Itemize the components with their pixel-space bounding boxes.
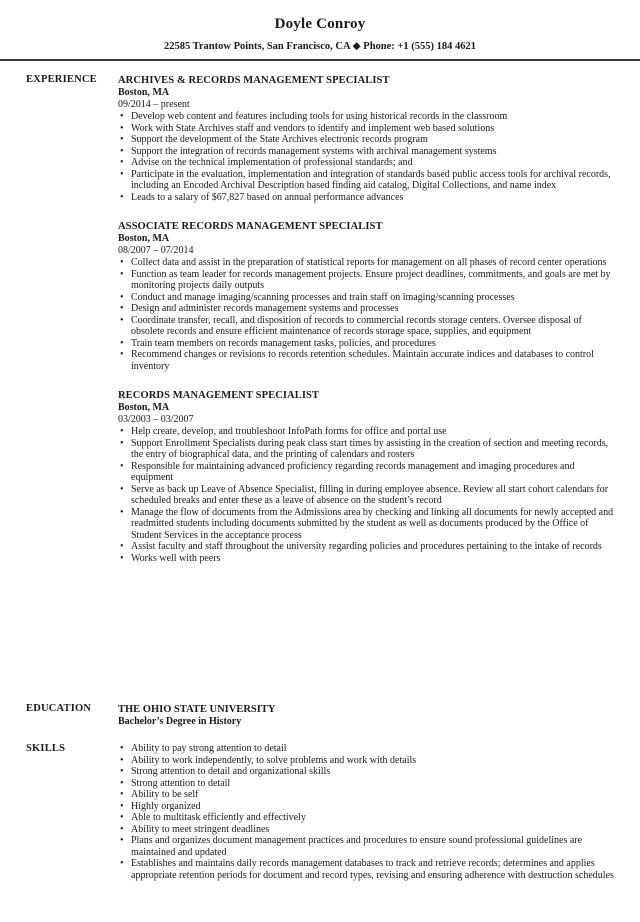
- job-entry: [118, 389, 616, 564]
- job-bullets: [118, 257, 616, 372]
- skill-item: • Strong attention to detail and organizational skills: [118, 766, 616, 778]
- skill-item: • Establishes and maintains daily records management databases to track and retrieve records; determines and applies appropriate retention periods for document and record types, revising and ensuring adherence with destruction schedules: [118, 858, 616, 881]
- school-name: THE OHIO STATE UNIVERSITY: [118, 704, 276, 715]
- job-dates: 09/2014 – present: [118, 99, 190, 110]
- bullet-item: • Participate in the evaluation, implementation and integration of standards based public access tools for archival records, including an Encoded Archival Description based finding aid catalog, Digital Collections, and name index: [118, 169, 616, 192]
- skills-label: SKILLS: [26, 743, 66, 754]
- bullet-item: • Recommend changes or revisions to records retention schedules. Maintain accurate indices and databases to control inventory: [118, 349, 616, 372]
- experience-section: [118, 74, 616, 564]
- bullet-item: • Manage the flow of documents from the Admissions area by checking and linking all documents for newly accepted and readmitted students including documents submitted by the student as well as documents produced by the Office of Student Services in the acceptance process: [118, 507, 616, 542]
- job-title: ASSOCIATE RECORDS MANAGEMENT SPECIALIST: [118, 221, 383, 232]
- job-dates: 03/2003 – 03/2007: [118, 414, 194, 425]
- bullet-item: • Support the integration of records management systems with archival management systems: [118, 146, 616, 158]
- experience-label: EXPERIENCE: [26, 74, 97, 85]
- bullet-item: • Develop web content and features including tools for using historical records in the classroom: [118, 111, 616, 123]
- skill-item: • Ability to pay strong attention to detail: [118, 743, 616, 755]
- bullet-item: • Train team members on records management tasks, policies, and procedures: [118, 338, 616, 350]
- skill-item: • Ability to meet stringent deadlines: [118, 824, 616, 836]
- candidate-name: Doyle Conroy: [274, 16, 366, 32]
- degree: Bachelor’s Degree in History: [118, 716, 242, 727]
- education-label: EDUCATION: [26, 703, 92, 714]
- bullet-item: • Coordinate transfer, recall, and disposition of records to commercial records storage centers. Oversee disposal of obsolete records and ensure efficient maintenance of records storage space, supplies, and equipment: [118, 315, 616, 338]
- bullet-item: • Serve as back up Leave of Absence Specialist, filling in during employee absence. Review all start cohort calendars for scheduled breaks and enter these as a leave of absence on the student’s record: [118, 484, 616, 507]
- job-dates: 08/2007 – 07/2014: [118, 245, 194, 256]
- bullet-item: • Conduct and manage imaging/scanning processes and train staff on imaging/scanning processes: [118, 292, 616, 304]
- job-location: Boston, MA: [118, 402, 170, 413]
- bullet-item: • Support Enrollment Specialists during peak class start times by assisting in the creation of section and meeting records, the entry of biographical data, and the printing of calendars and rosters: [118, 438, 616, 461]
- job-entry: [118, 74, 616, 203]
- skills-section: [118, 743, 616, 881]
- job-bullets: [118, 111, 616, 203]
- skill-item: • Ability to be self: [118, 789, 616, 801]
- bullet-item: • Collect data and assist in the preparation of statistical reports for management on all phases of record center operations: [118, 257, 616, 269]
- job-title: RECORDS MANAGEMENT SPECIALIST: [118, 390, 320, 401]
- skill-item: • Plans and organizes document management practices and procedures to ensure sound professional guidelines are maintained and updated: [118, 835, 616, 858]
- bullet-item: • Function as team leader for records management projects. Ensure project deadlines, commitments, and goals are met by monitoring projects daily outputs: [118, 269, 616, 292]
- skill-item: • Strong attention to detail: [118, 778, 616, 790]
- bullet-item: • Responsible for maintaining advanced proficiency regarding records management and imaging procedures and equipment: [118, 461, 616, 484]
- job-entry: [118, 220, 616, 372]
- job-title: ARCHIVES & RECORDS MANAGEMENT SPECIALIST: [118, 75, 390, 86]
- header-divider: [0, 59, 640, 61]
- bullet-item: • Design and administer records management systems and processes: [118, 303, 616, 315]
- job-location: Boston, MA: [118, 233, 170, 244]
- contact-line: 22585 Trantow Points, San Francisco, CA ◆ Phone: +1 (555) 184 4621: [163, 41, 477, 52]
- education-section: [118, 703, 616, 728]
- bullet-item: • Help create, develop, and troubleshoot InfoPath forms for office and portal use: [118, 426, 616, 438]
- job-bullets: [118, 426, 616, 564]
- bullet-item: • Advise on the technical implementation of professional standards; and: [118, 157, 616, 169]
- skills-list: [118, 743, 616, 881]
- skill-item: • Ability to work independently, to solve problems and work with details: [118, 755, 616, 767]
- bullet-item: • Work with State Archives staff and vendors to identify and implement web based solutions: [118, 123, 616, 135]
- job-location: Boston, MA: [118, 87, 170, 98]
- bullet-item: • Leads to a salary of $67,827 based on annual performance advances: [118, 192, 616, 204]
- bullet-item: • Works well with peers: [118, 553, 616, 565]
- skill-item: • Able to multitask efficiently and effectively: [118, 812, 616, 824]
- bullet-item: • Support the development of the State Archives electronic records program: [118, 134, 616, 146]
- bullet-item: • Assist faculty and staff throughout the university regarding policies and procedures pertaining to the intake of records: [118, 541, 616, 553]
- skill-item: • Highly organized: [118, 801, 616, 813]
